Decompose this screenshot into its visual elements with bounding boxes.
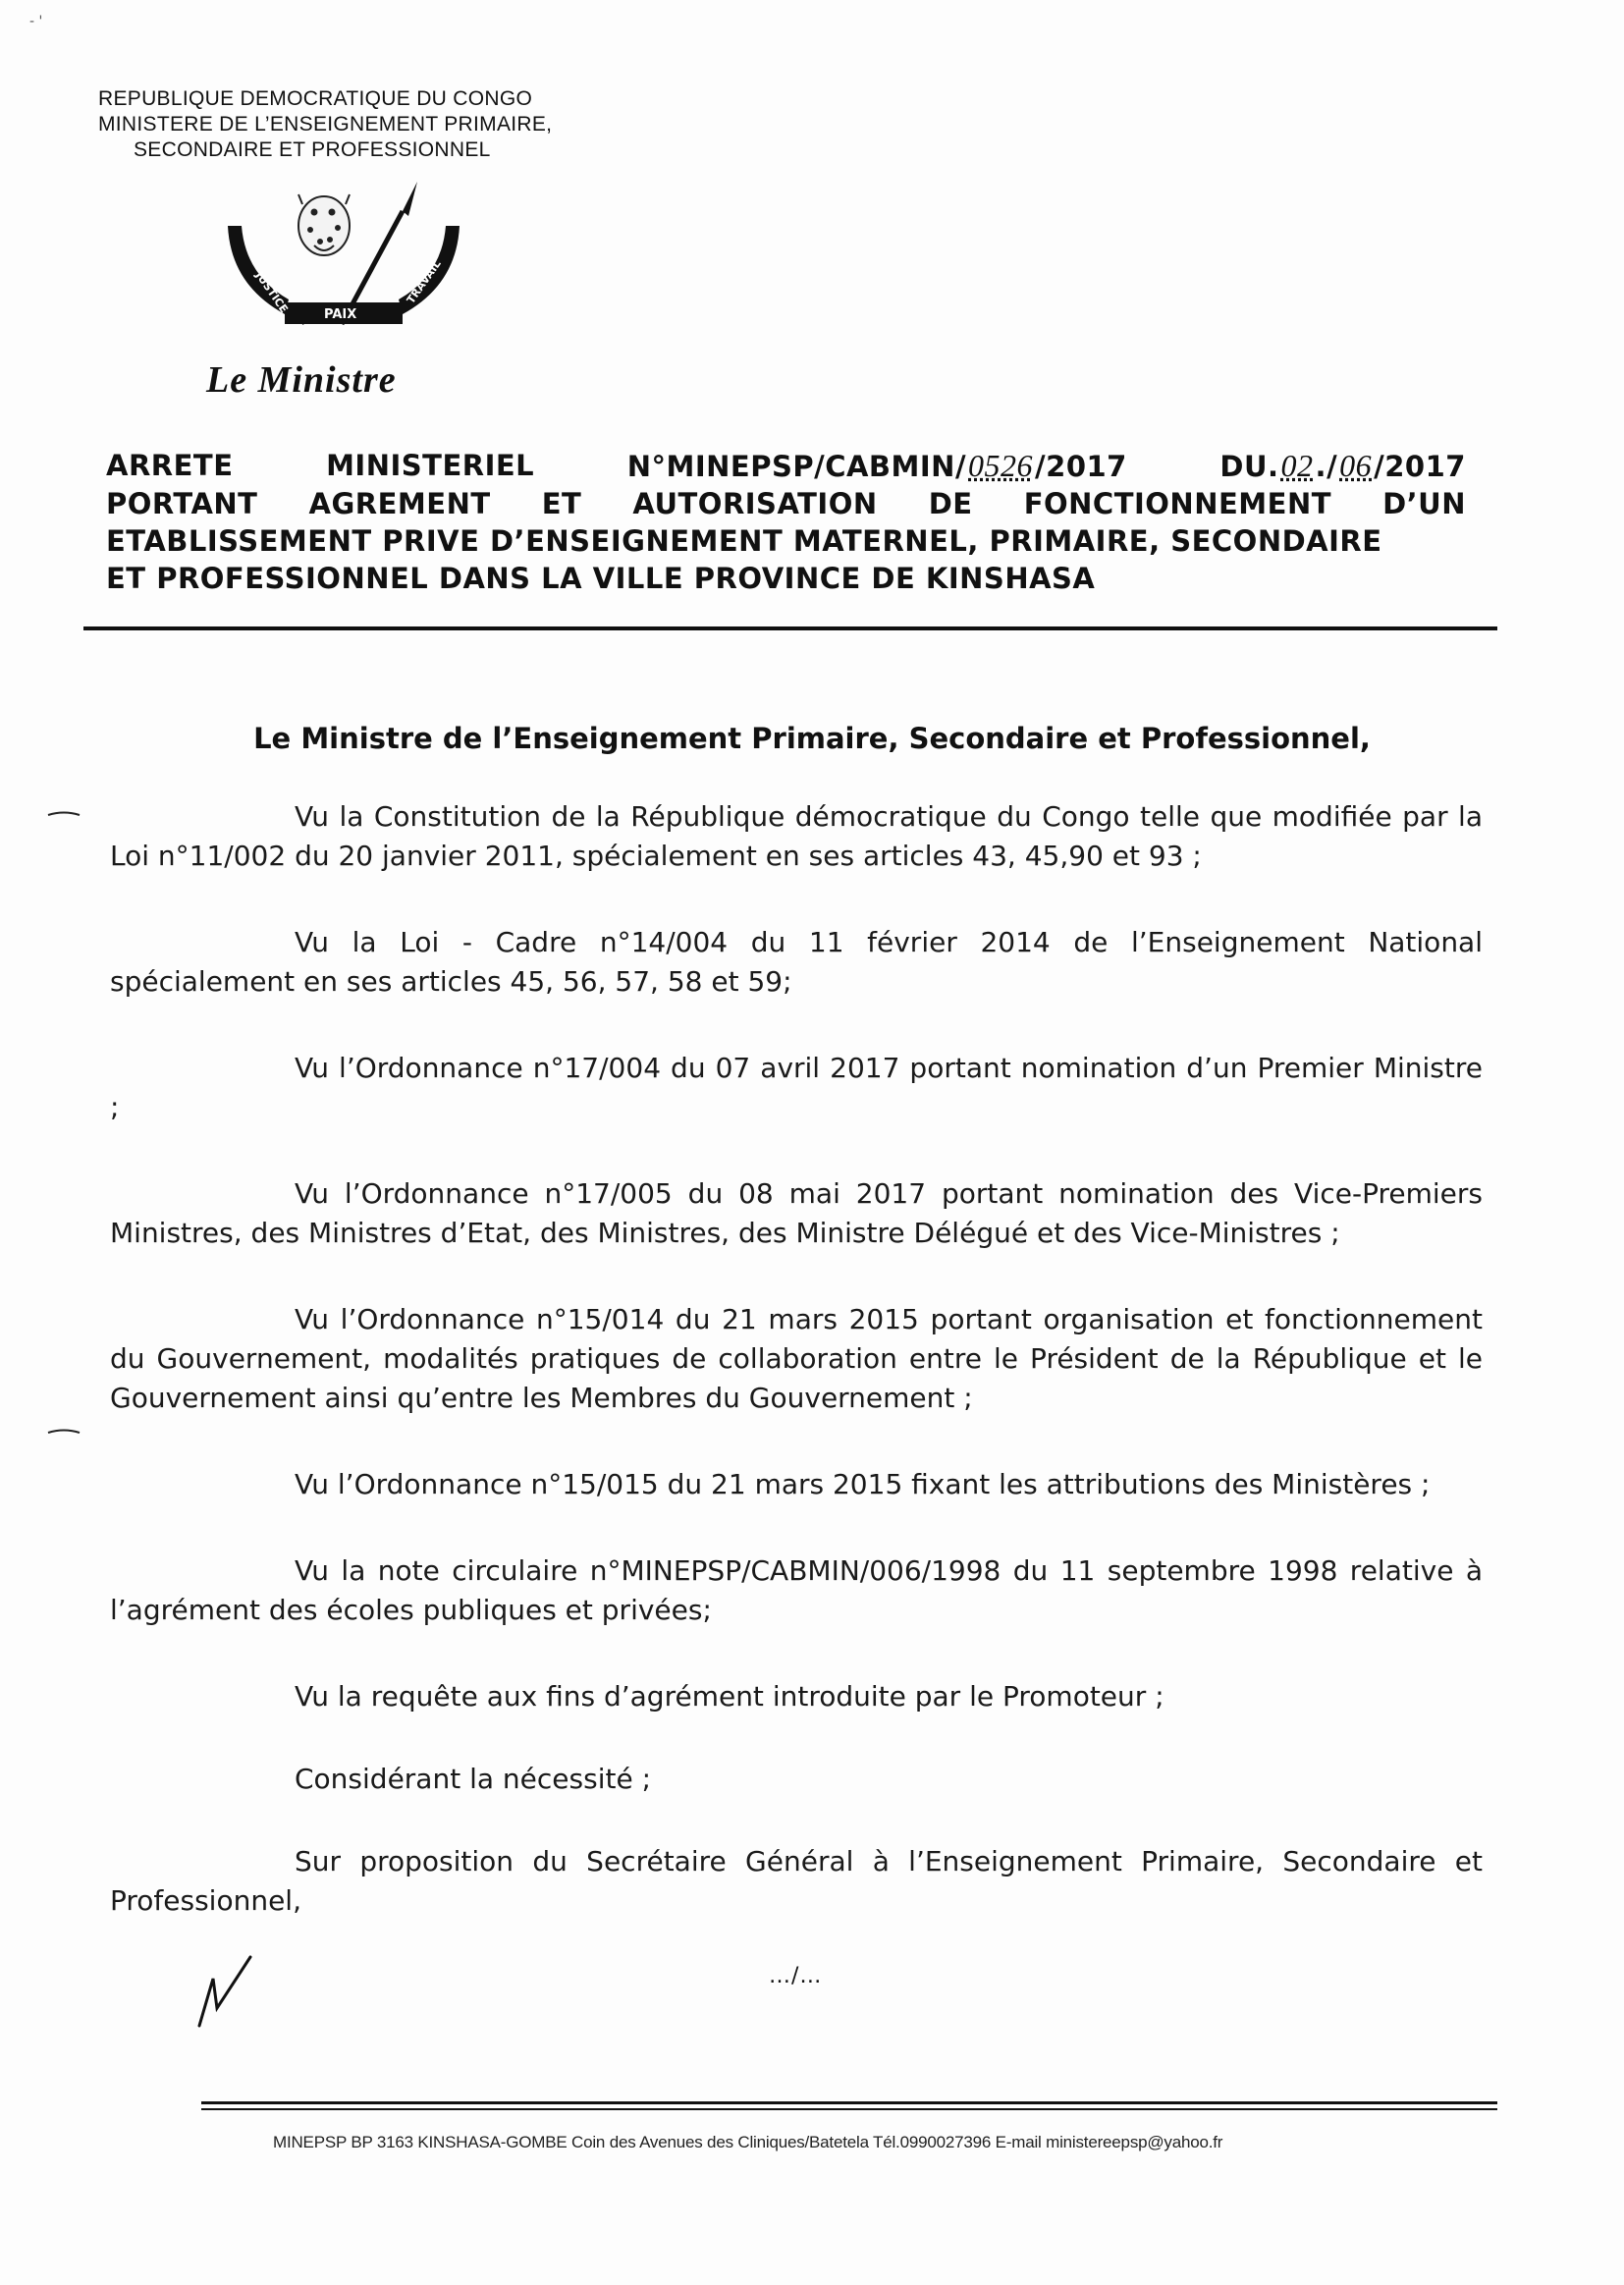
preamble-paragraph: Vu l’Ordonnance n°15/015 du 21 mars 2015 fixant les attributions des Ministères ; [295,1468,1431,1500]
decree-word: ET [541,487,582,520]
decree-ref-suffix: /2017 [1035,450,1127,483]
preamble-paragraph: Vu l’Ordonnance n°15/014 du 21 mars 2015 portant organisation et fonctionnement du Gouvernement, modalités pratiques de collaboration entre le Président de la République et le Gouvernement ainsi qu’entre les Membres du Gouvernement ; [110,1303,1483,1414]
handwritten-month: 06 [1339,448,1373,483]
decree-date [1219,447,1466,485]
decree-word: D’UN [1382,487,1466,520]
preamble [110,797,1483,1968]
preamble-paragraph: Vu l’Ordonnance n°17/004 du 07 avril 2017 portant nomination d’un Premier Ministre ; [110,1052,1483,1123]
addressee: Le Ministre de l’Enseignement Primaire, Secondaire et Professionnel, [253,722,1371,755]
letterhead-ministry: MINISTERE DE L’ENSEIGNEMENT PRIMAIRE, [98,113,553,136]
decree-word: FONCTIONNEMENT [1023,487,1331,520]
decree-word: DE [928,487,973,520]
motto-center: PAIX [324,307,357,322]
continuation-mark: …/… [769,1964,823,1988]
title-divider [83,626,1497,630]
minister-title: Le Ministre [206,359,397,401]
preamble-paragraph: Vu l’Ordonnance n°17/005 du 08 mai 2017 portant nomination des Vice-Premiers Ministres, des Ministres d’Etat, des Ministres, des Ministre Délégué et des Vice-Ministres ; [110,1177,1483,1249]
decree-line-3: ETABLISSEMENT PRIVE D’ENSEIGNEMENT MATERNEL, PRIMAIRE, SECONDAIRE [106,524,1382,558]
decree-title [106,447,1466,597]
decree-line-2 [106,485,1466,522]
preamble-paragraph: Vu la note circulaire n°MINEPSP/CABMIN/006/1998 du 11 septembre 1998 relative à l’agrément des écoles publiques et privées; [110,1554,1483,1626]
preamble-paragraph: Considérant la nécessité ; [295,1763,652,1795]
margin-scribble-icon [47,811,81,817]
motto-left: JUSTICE [252,269,291,316]
decree-date-sep: ./ [1315,450,1338,483]
handwritten-decree-number: 0526 [968,448,1034,483]
scan-corner-mark: - ' [29,14,43,29]
decree-date-suffix: /2017 [1374,450,1466,483]
preamble-paragraph: Sur proposition du Secrétaire Général à l’Enseignement Primaire, Secondaire et Professionnel, [110,1845,1483,1917]
motto-right: TRAVAIL [404,257,444,306]
decree-word: ARRETE [106,449,234,482]
decree-word: AGREMENT [308,487,491,520]
preamble-paragraph: Vu la Constitution de la République démocratique du Congo telle que modifiée par la Loi n°11/002 du 20 janvier 2011, spécialement en ses articles 43, 45,90 et 93 ; [110,800,1483,872]
handwritten-day: 02 [1280,448,1314,483]
preamble-paragraph: Vu la requête aux fins d’agrément introduite par le Promoteur ; [295,1680,1164,1713]
footer-divider [201,2101,1497,2104]
decree-date-prefix: DU. [1219,450,1279,483]
decree-word: AUTORISATION [632,487,878,520]
coat-of-arms-seal-icon [216,177,471,334]
initials-signature-icon [191,1949,260,2028]
letterhead-country: REPUBLIQUE DEMOCRATIQUE DU CONGO [98,87,533,110]
leopard-head-icon [298,194,350,255]
decree-line-1 [106,447,1466,485]
decree-word: PORTANT [106,487,258,520]
letterhead [98,86,552,163]
footer-divider-thin [201,2108,1497,2110]
decree-line-4: ET PROFESSIONNEL DANS LA VILLE PROVINCE DE KINSHASA [106,562,1096,595]
decree-ref-prefix: N°MINEPSP/CABMIN/ [626,450,967,483]
margin-scribble-icon [47,1429,81,1435]
decree-word: MINISTERIEL [326,449,535,482]
decree-reference [627,447,1127,485]
footer-address: MINEPSP BP 3163 KINSHASA-GOMBE Coin des Avenues des Cliniques/Batetela Tél.0990027396 E-mail ministereepsp@yahoo.fr [273,2133,1223,2151]
letterhead-ministry-cont: SECONDAIRE ET PROFESSIONNEL [134,138,491,161]
preamble-paragraph: Vu la Loi - Cadre n°14/004 du 11 février 2014 de l’Enseignement National spécialement en ses articles 45, 56, 57, 58 et 59; [110,926,1483,998]
